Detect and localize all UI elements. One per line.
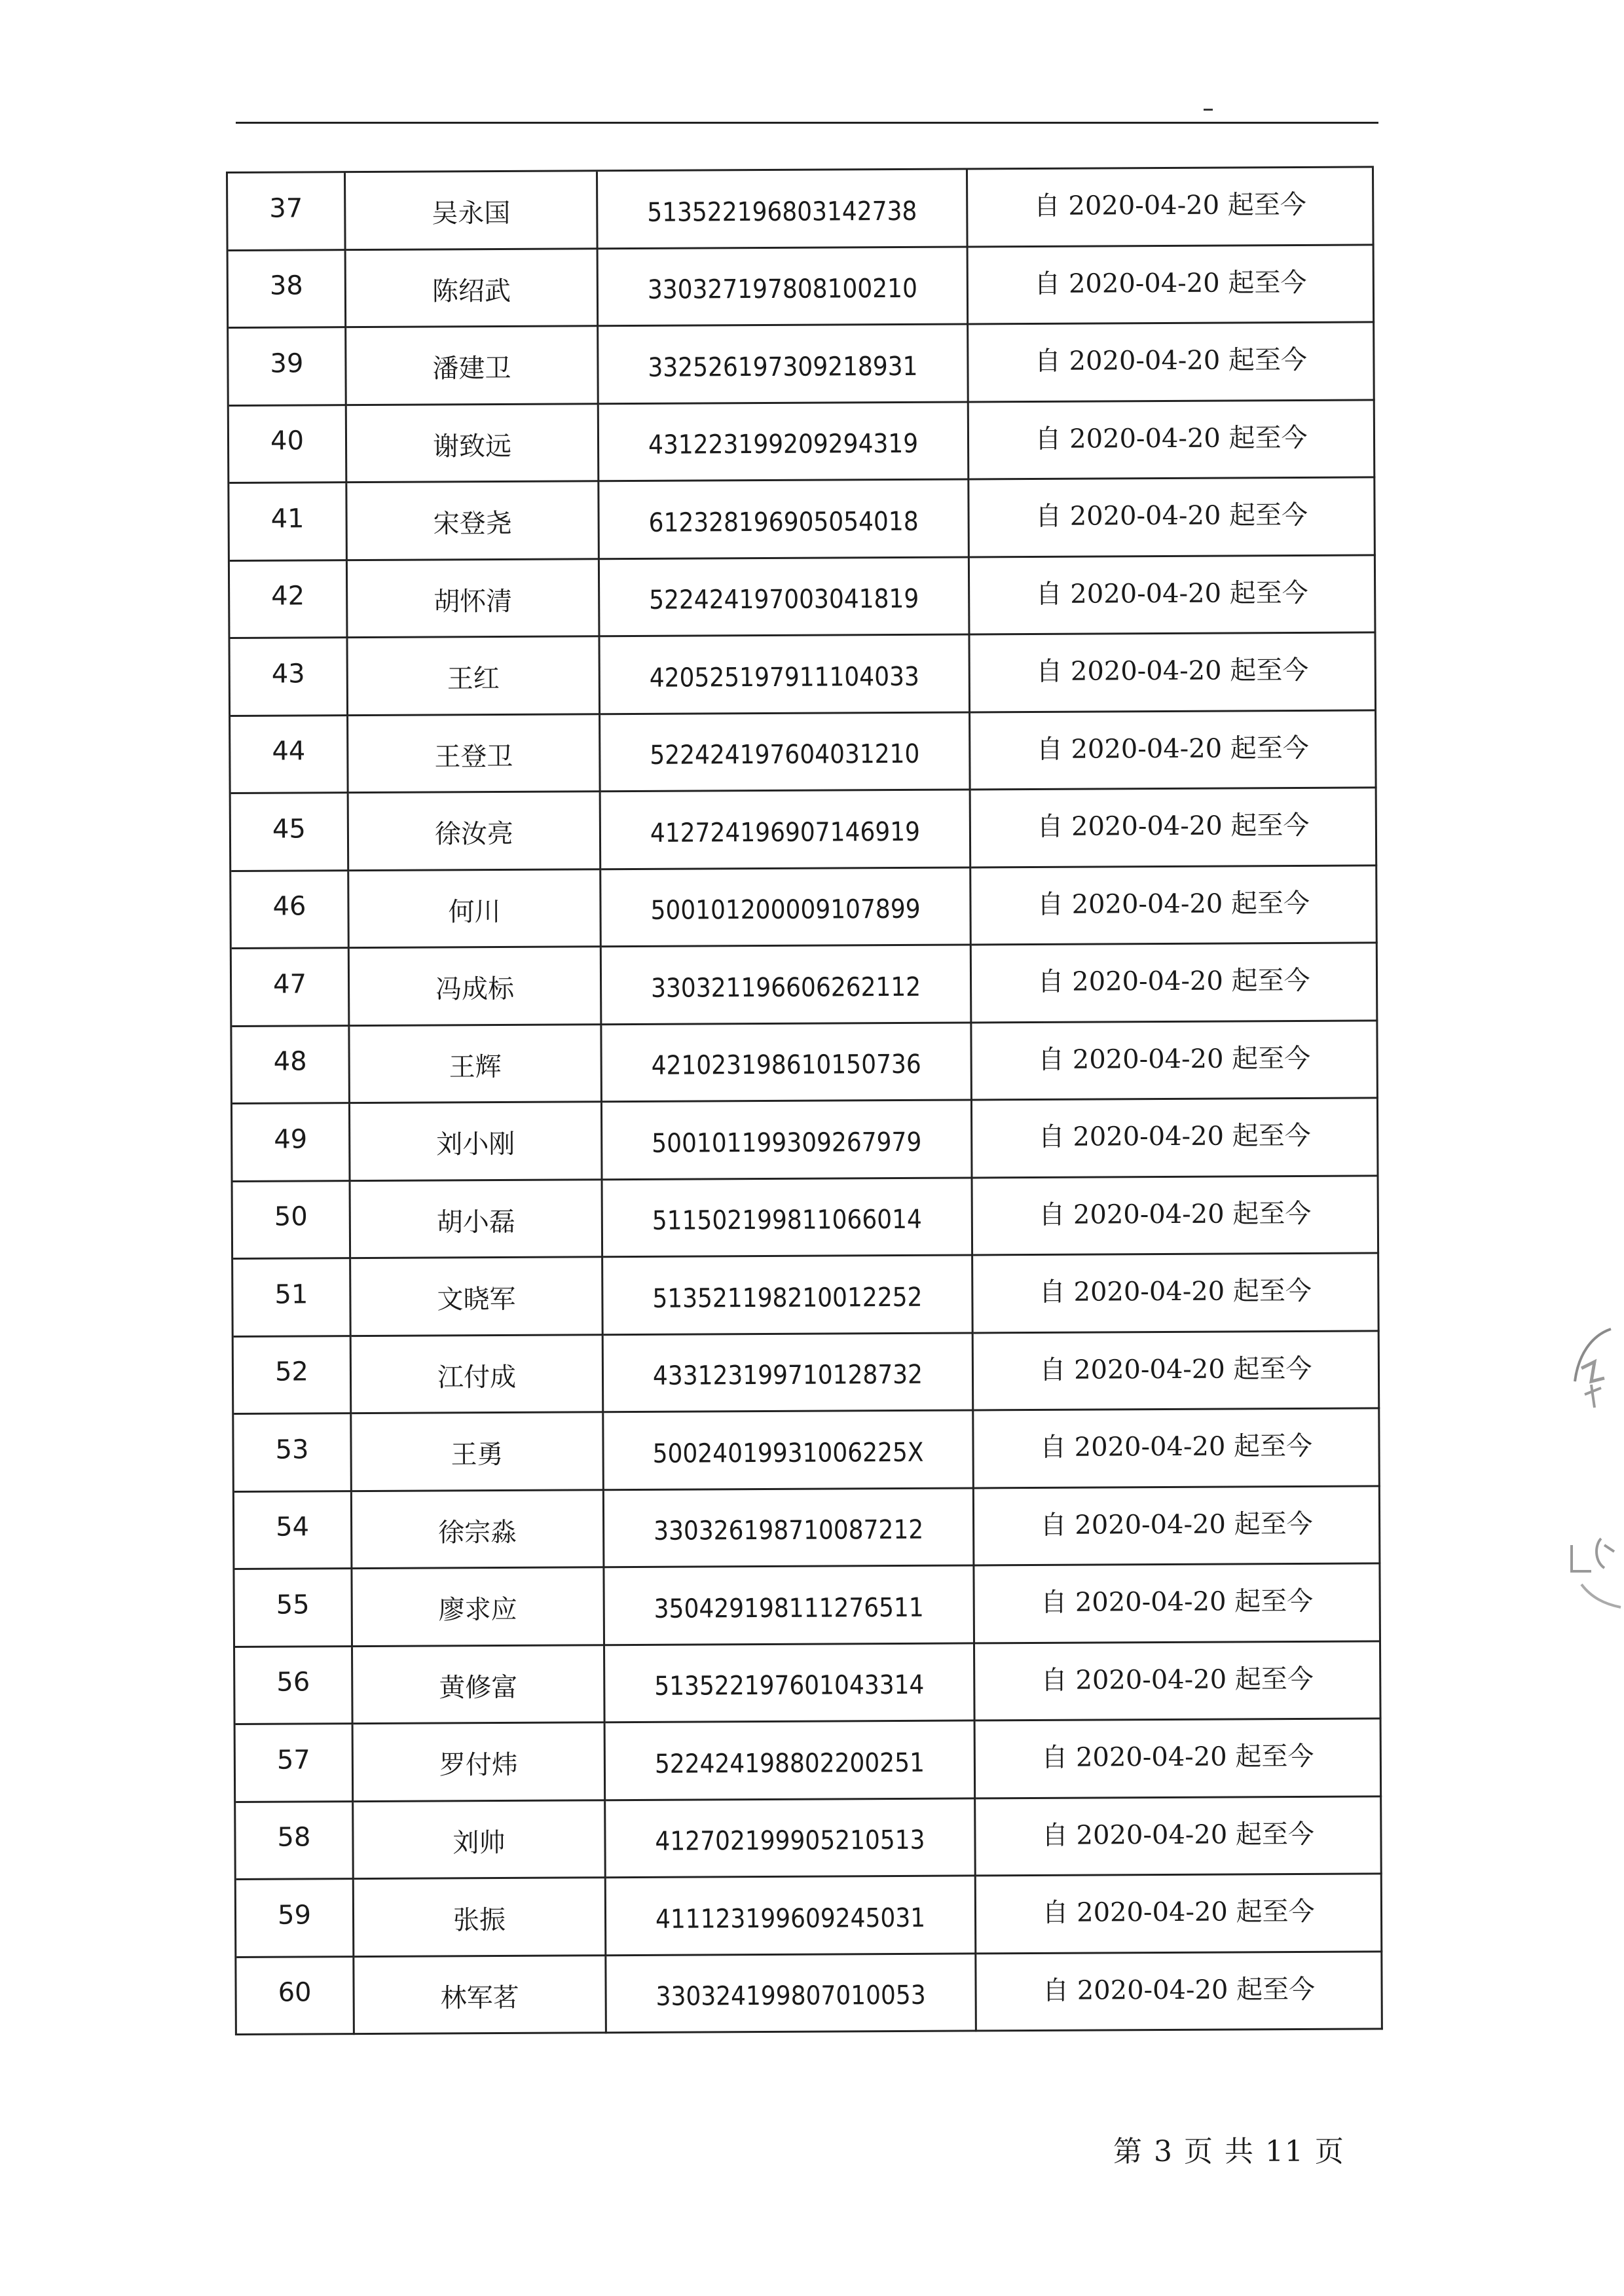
table-row	[231, 788, 1378, 871]
id-number: 332526197309218931	[599, 325, 969, 404]
id-number: 50024019931006225X	[604, 1411, 974, 1490]
person-name: 罗付炜	[354, 1723, 606, 1802]
person-name: 胡小磊	[351, 1180, 604, 1259]
id-number: 420525197911104033	[600, 635, 970, 714]
row-number: 38	[229, 251, 347, 329]
id-number: 412724196907146919	[601, 790, 972, 869]
id-number: 513521198210012252	[603, 1256, 974, 1335]
table-row	[236, 1952, 1383, 2035]
row-number: 56	[235, 1647, 354, 1725]
id-number: 330324199807010053	[606, 1954, 977, 2033]
employment-period: 自 2020-04-20 起至今	[970, 633, 1376, 713]
employment-period: 自 2020-04-20 起至今	[974, 1564, 1381, 1644]
employment-period: 自 2020-04-20 起至今	[974, 1332, 1380, 1412]
header-rule	[236, 122, 1378, 124]
id-number: 412702199905210513	[606, 1799, 976, 1878]
employment-period: 自 2020-04-20 起至今	[969, 401, 1376, 481]
row-number: 58	[236, 1802, 354, 1880]
table-row	[233, 1176, 1380, 1260]
id-number: 330321196606262112	[602, 945, 972, 1025]
employment-period: 自 2020-04-20 起至今	[973, 1254, 1380, 1334]
id-number: 522424197604031210	[600, 713, 971, 792]
table-row	[236, 1797, 1382, 1880]
employment-period: 自 2020-04-20 起至今	[974, 1487, 1381, 1567]
employment-period: 自 2020-04-20 起至今	[976, 1719, 1382, 1799]
page-number: 第 3 页 共 11 页	[1113, 2135, 1345, 2168]
row-number: 59	[236, 1880, 355, 1958]
id-number: 513522196803142738	[598, 170, 969, 249]
employment-period: 自 2020-04-20 起至今	[971, 788, 1378, 868]
person-name: 徐汝亮	[349, 792, 602, 871]
row-number: 60	[236, 1958, 355, 2035]
id-number: 431223199209294319	[599, 403, 970, 482]
person-name: 胡怀清	[348, 560, 600, 638]
id-number: 421023198610150736	[602, 1023, 972, 1102]
table-row	[236, 1719, 1382, 1802]
row-number: 39	[229, 328, 347, 406]
person-name: 江付成	[352, 1336, 604, 1414]
header-dash	[1204, 109, 1213, 111]
table-row	[231, 711, 1377, 794]
person-name: 文晓军	[351, 1258, 604, 1336]
employment-period: 自 2020-04-20 起至今	[973, 1176, 1380, 1256]
table-row	[234, 1332, 1380, 1415]
person-name: 张振	[354, 1878, 607, 1957]
personnel-table	[226, 166, 1383, 2035]
person-name: 王登卫	[348, 715, 601, 793]
row-number: 51	[233, 1259, 352, 1337]
id-number: 330327197808100210	[599, 247, 969, 327]
seal-fragment-icon	[1565, 1309, 1624, 1676]
row-number: 55	[234, 1569, 353, 1647]
employment-period: 自 2020-04-20 起至今	[969, 478, 1376, 558]
table-row	[232, 1099, 1379, 1182]
person-name: 王勇	[352, 1413, 604, 1491]
table-row	[231, 866, 1378, 949]
person-name: 刘帅	[354, 1801, 606, 1880]
table-row	[229, 323, 1375, 406]
person-name: 陈绍武	[346, 249, 599, 328]
table-row	[232, 1021, 1378, 1104]
row-number: 48	[232, 1027, 350, 1104]
employment-period: 自 2020-04-20 起至今	[970, 556, 1376, 636]
table-row	[235, 1642, 1382, 1725]
person-name: 徐宗淼	[352, 1491, 605, 1569]
row-number: 54	[234, 1492, 353, 1570]
table-row	[228, 168, 1375, 251]
table-row	[236, 1874, 1383, 1958]
id-number: 522424197003041819	[600, 558, 970, 637]
table-row	[229, 246, 1375, 329]
person-name: 廖求应	[352, 1568, 605, 1647]
employment-period: 自 2020-04-20 起至今	[970, 711, 1377, 791]
row-number: 45	[231, 793, 350, 871]
employment-period: 自 2020-04-20 起至今	[971, 866, 1378, 946]
table-row	[232, 943, 1378, 1027]
employment-period: 自 2020-04-20 起至今	[976, 1952, 1383, 2032]
id-number: 330326198710087212	[604, 1489, 975, 1568]
row-number: 41	[229, 483, 348, 561]
row-number: 43	[230, 638, 348, 716]
table-row	[234, 1409, 1380, 1492]
person-name: 何川	[349, 870, 602, 949]
id-number: 411123199609245031	[606, 1876, 977, 1956]
employment-period: 自 2020-04-20 起至今	[974, 1409, 1380, 1489]
table-row	[233, 1254, 1380, 1337]
row-number: 57	[236, 1724, 354, 1802]
table-row	[234, 1564, 1381, 1647]
person-name: 刘小刚	[350, 1102, 603, 1181]
row-number: 53	[234, 1414, 352, 1492]
employment-period: 自 2020-04-20 起至今	[972, 1099, 1379, 1178]
person-name: 潘建卫	[346, 327, 599, 405]
employment-period: 自 2020-04-20 起至今	[968, 168, 1375, 247]
person-name: 黄修富	[353, 1646, 606, 1724]
row-number: 49	[232, 1104, 351, 1182]
id-number: 513522197601043314	[605, 1644, 976, 1723]
table-row	[229, 401, 1376, 484]
person-name: 林军茗	[354, 1956, 607, 2035]
id-number: 433123199710128732	[604, 1334, 974, 1413]
employment-period: 自 2020-04-20 起至今	[972, 1021, 1378, 1101]
id-number: 522424198802200251	[606, 1721, 976, 1800]
id-number: 511502199811066014	[603, 1178, 974, 1258]
person-name: 王辉	[350, 1025, 602, 1104]
table-row	[230, 633, 1376, 716]
row-number: 47	[232, 949, 350, 1027]
row-number: 42	[230, 561, 348, 639]
row-number: 52	[234, 1337, 352, 1415]
person-name: 冯成标	[350, 947, 602, 1026]
employment-period: 自 2020-04-20 起至今	[975, 1642, 1382, 1722]
employment-period: 自 2020-04-20 起至今	[969, 323, 1375, 403]
id-number: 500101199309267979	[602, 1101, 973, 1180]
employment-period: 自 2020-04-20 起至今	[969, 246, 1375, 325]
person-name: 谢致远	[347, 405, 600, 483]
person-name: 宋登尧	[347, 482, 600, 560]
employment-period: 自 2020-04-20 起至今	[976, 1797, 1382, 1877]
id-number: 612328196905054018	[599, 480, 970, 559]
table-row	[234, 1487, 1381, 1570]
row-number: 44	[231, 716, 349, 794]
row-number: 50	[233, 1182, 352, 1260]
employment-period: 自 2020-04-20 起至今	[976, 1874, 1383, 1954]
person-name: 王红	[348, 637, 600, 716]
table-row	[230, 556, 1376, 639]
table-row	[229, 478, 1376, 561]
row-number: 37	[228, 173, 346, 251]
row-number: 46	[231, 871, 350, 949]
id-number: 500101200009107899	[601, 868, 972, 947]
person-name: 吴永国	[346, 172, 599, 250]
employment-period: 自 2020-04-20 起至今	[972, 943, 1378, 1023]
row-number: 40	[229, 406, 348, 484]
id-number: 350429198111276511	[604, 1566, 975, 1645]
